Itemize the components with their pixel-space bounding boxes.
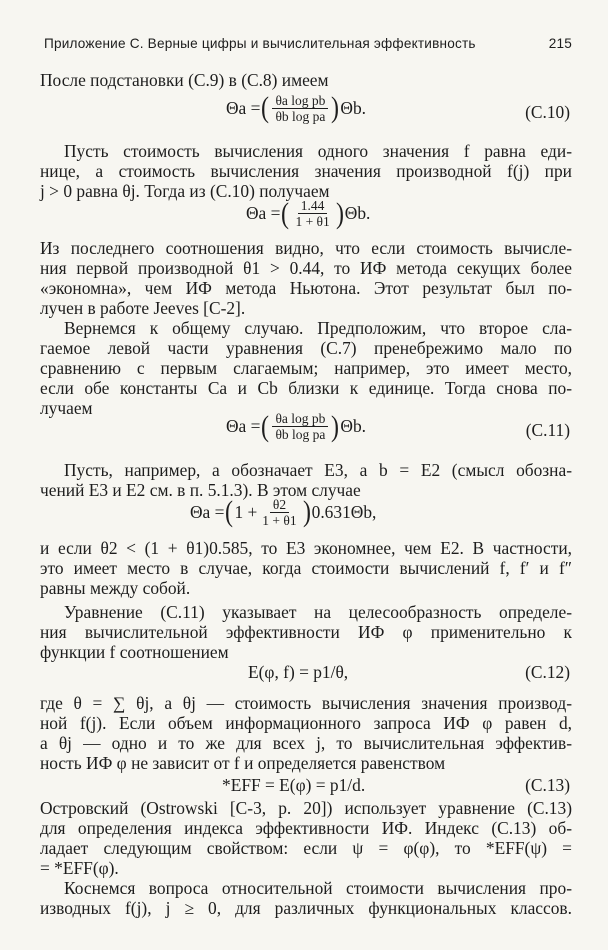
eq-lhs: Θa =: [246, 203, 281, 224]
eq-rhs: 0.631Θb,: [311, 501, 377, 522]
text-line: нице, а стоимость вычисления значения производной f(j) при: [40, 161, 572, 182]
eq-lhs: Θa =: [226, 97, 261, 118]
text-line: «экономна», чем ИФ метода Ньютона. Этот результат был по-: [40, 277, 572, 298]
eq-rhs: Θb.: [340, 416, 367, 437]
eq-denominator: 1 + θ1: [262, 512, 297, 528]
text-line: Вернемся к общему случаю. Предположим, что второе сла-: [64, 317, 572, 338]
text-line: ность ИФ φ не зависит от f и определяется равенством: [40, 752, 446, 773]
equation-c13: *EFF = E(φ) = p1/d.: [222, 775, 366, 796]
eq-rhs: Θb.: [344, 203, 371, 224]
eq-numerator: θa log pb: [272, 93, 328, 109]
text-line: это имеет место в случае, когда стоимости вычислений f, f′ и f″: [40, 557, 572, 578]
text-line: функции f соотношением: [40, 641, 229, 662]
text-line: j > 0 равна θj. Тогда из (С.10) получаем: [40, 181, 330, 202]
eq-numerator: θ2: [270, 497, 289, 513]
text-line: изводных f(j), j ≥ 0, для различных функциональных классов.: [40, 898, 572, 919]
equation-number: (C.11): [525, 420, 570, 441]
text-line: сравнению с первым слагаемым; например, это имеет место,: [40, 357, 572, 378]
equation-c12: E(φ, f) = p1/θ,: [248, 662, 349, 683]
eq-term: 1 +: [234, 501, 258, 522]
text-line: = *EFF(φ).: [40, 858, 119, 879]
eq-lhs: Θa =: [226, 416, 261, 437]
text-line: лучаем: [40, 397, 93, 418]
page-number: 215: [548, 36, 572, 51]
text-line: и если θ2 < (1 + θ1)0.585, то E3 экономнее, чем E2. В частности,: [40, 537, 572, 558]
running-title: Приложение C. Верные цифры и вычислительная эффективность: [44, 36, 476, 51]
text-line: Пусть, например, a обозначает E3, а b = E2 (смысл обозна-: [64, 459, 572, 480]
text-line: После подстановки (С.9) в (С.8) имеем: [40, 70, 329, 91]
text-line: а θj — одно и то же для всех j, то вычислительная эффектив-: [40, 732, 572, 753]
eq-numerator: θa log pb: [272, 411, 328, 427]
text-line: Из последнего соотношения видно, что если стоимость вычисле-: [40, 237, 572, 258]
text-line: где θ = ∑ θj, а θj — стоимость вычисления значения производ-: [40, 692, 572, 713]
text-line: равны между собой.: [40, 577, 191, 598]
equation-number: (C.13): [525, 775, 570, 796]
text-line: если обе константы Ca и Cb близки к единице. Тогда снова по-: [40, 377, 572, 398]
text-line: ной f(j). Если объем информационного запроса ИФ φ равен d,: [40, 712, 572, 733]
running-header: [44, 36, 572, 51]
text-line: лучен в работе Jeeves [С-2].: [40, 297, 246, 318]
eq-denominator: 1 + θ1: [295, 214, 330, 230]
text-line: ния первой производной θ1 > 0.44, то ИФ метода секущих более: [40, 257, 572, 278]
equation-secant: Θa = ( $\frac{1.44}{1 + \theta 1}$ ) Θb.: [246, 196, 371, 230]
text-line: ладает следующим свойством: если ψ = φ(φ), то *EFF(ψ) =: [40, 838, 572, 859]
equation-number: (C.12): [525, 662, 570, 683]
eq-denominator: θb log pa: [275, 108, 326, 124]
text-line: Пусть стоимость вычисления одного значения f равна еди-: [64, 141, 572, 162]
text-line: ния вычислительной эффективности ИФ φ применительно к: [40, 621, 572, 642]
text-line: чений E3 и E2 см. в п. 5.1.3). В этом случае: [40, 479, 361, 500]
text-line: Коснемся вопроса относительной стоимости вычисления про-: [64, 878, 572, 899]
eq-rhs: Θb.: [340, 97, 367, 118]
eq-lhs: Θa =: [190, 501, 225, 522]
eq-numerator: 1.44: [298, 198, 328, 214]
text-line: Островский (Ostrowski [С-3, p. 20]) использует уравнение (С.13): [40, 798, 572, 819]
eq-denominator: θb log pa: [275, 427, 326, 443]
equation-c10: Θa = ( $\frac{\text{θa log pb}}{\text{θb log pa}}$ ) Θb.: [226, 91, 367, 125]
text-line: гаемое левой части уравнения (С.7) пренебрежимо мало по: [40, 337, 572, 358]
text-line: для определения индекса эффективности ИФ. Индекс (С.13) об-: [40, 818, 572, 839]
text-line: Уравнение (С.11) указывает на целесообразность определе-: [64, 601, 572, 622]
equation-number: (C.10): [525, 101, 570, 122]
equation-e3-e2: Θa = ( 1 + $\frac{\theta 2}{1 + \theta 1}$ ) 0.631Θb,: [190, 495, 377, 529]
equation-c11: Θa = ( $\frac{\text{θa log pb}}{\text{θb log pa}}$ ) Θb.: [226, 409, 367, 443]
